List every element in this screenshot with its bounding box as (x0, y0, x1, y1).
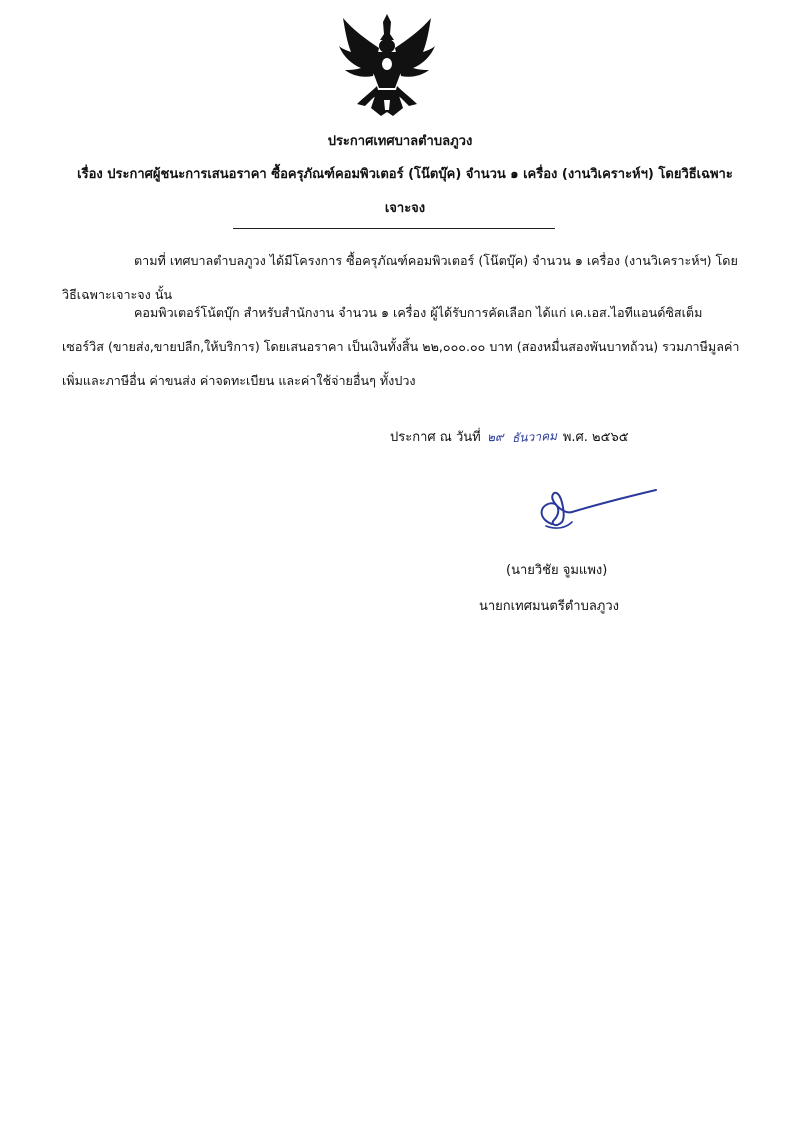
announcement-subject: เรื่อง ประกาศผู้ชนะการเสนอราคา ซื้อครุภัณฑ์คอมพิวเตอร์ (โน๊ตบุ๊ค) จำนวน ๑ เครื่อง (งานวิเคราะห์ฯ) โดยวิธีเฉพาะเจาะจง (77, 167, 733, 216)
handwritten-signature (532, 484, 662, 540)
handwritten-month: ธันวาคม (511, 428, 558, 446)
separator-line (233, 228, 555, 229)
announcement-header: ประกาศเทศบาลตำบลภูวง (327, 134, 473, 149)
signatory-position: นายกเทศมนตรีตำบลภูวง (479, 599, 619, 614)
handwritten-day: ๒๙ (486, 429, 504, 445)
signatory-name: (นายวิชัย จูมแพง) (506, 563, 608, 578)
garuda-emblem-icon (337, 12, 437, 120)
dateline-prefix: ประกาศ ณ วันที่ (390, 430, 481, 445)
dateline-suffix: พ.ศ. ๒๕๖๕ (562, 430, 629, 445)
announcement-dateline (390, 426, 629, 449)
body-paragraph-2: คอมพิวเตอร์โน้ตบุ๊ก สำหรับสำนักงาน จำนวน ๑ เครื่อง ผู้ได้รับการคัดเลือก ได้แก่ เค.เอส.ไอทีแอนด์ซิสเต็มเซอร์วิส (ขายส่ง,ขายปลีก,ให้บริการ) โดยเสนอราคา เป็นเงินทั้งสิ้น ๒๒,๐๐๐.๐๐ บาท (สองหมื่นสองพันบาทถ้วน) รวมภาษีมูลค่าเพิ่มและภาษีอื่น ค่าขนส่ง ค่าจดทะเบียน และค่าใช้จ่ายอื่นๆ ทั้งปวง (62, 305, 740, 388)
body-paragraph-1: ตามที่ เทศบาลตำบลภูวง ได้มีโครงการ ซื้อครุภัณฑ์คอมพิวเตอร์ (โน๊ตบุ๊ค) จำนวน ๑ เครื่อง (งานวิเคราะห์ฯ) โดยวิธีเฉพาะเจาะจง นั้น (62, 253, 738, 302)
